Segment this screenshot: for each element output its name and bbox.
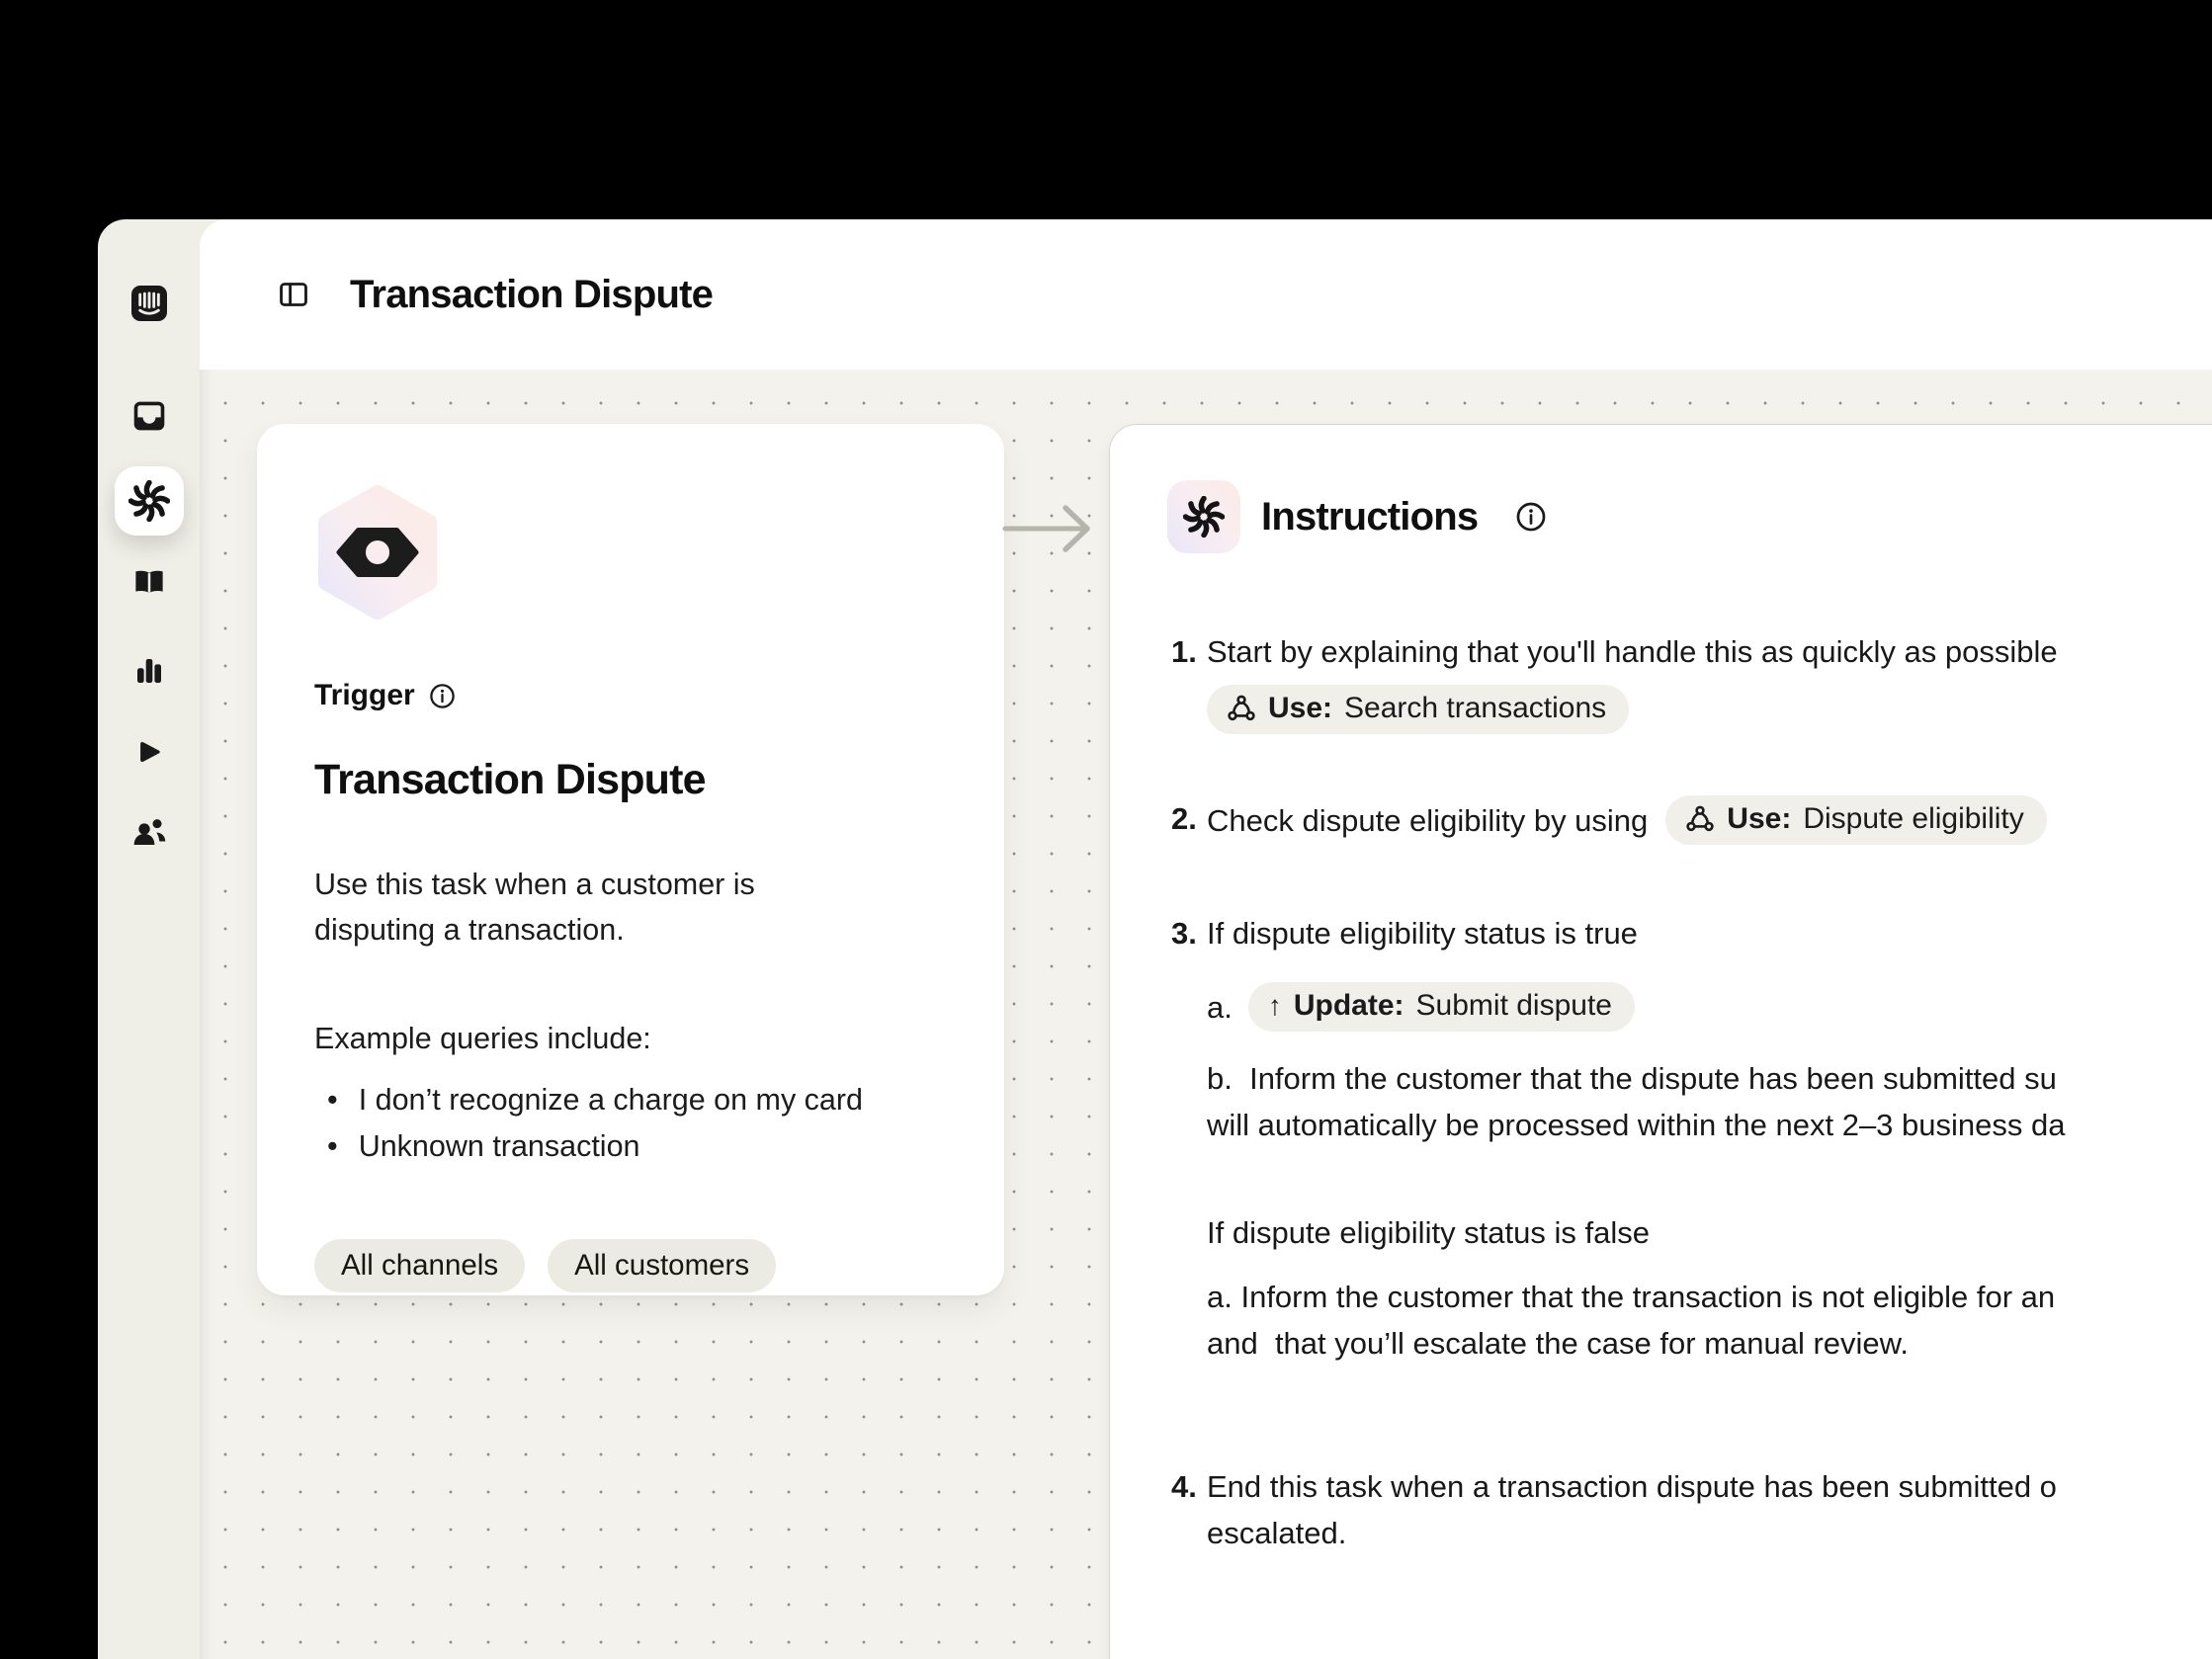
instruction-item-1 bbox=[1171, 628, 2212, 736]
trigger-card[interactable] bbox=[257, 424, 1004, 1295]
arrow-up-icon: ↑ bbox=[1267, 990, 1282, 1021]
sidebar-toggle-button[interactable] bbox=[277, 278, 310, 311]
bullet-glyph: • bbox=[327, 1083, 338, 1117]
people-icon bbox=[129, 812, 169, 852]
pill-value: Search transactions bbox=[1344, 692, 1607, 724]
instructions-header bbox=[1167, 480, 2212, 553]
fin-gradient-badge bbox=[1167, 480, 1240, 553]
use-dispute-eligibility-pill[interactable] bbox=[1665, 795, 2046, 845]
trigger-hexagon-badge bbox=[314, 484, 441, 621]
sidebar bbox=[98, 219, 200, 1659]
instruction-item-4 bbox=[1171, 1463, 2212, 1556]
description-line: Use this task when a customer is bbox=[314, 868, 755, 901]
pill-label: Update: bbox=[1293, 989, 1404, 1022]
list-item bbox=[314, 1077, 949, 1123]
instruction-item-3 bbox=[1171, 910, 2212, 1367]
info-icon[interactable] bbox=[428, 682, 457, 710]
instructions-panel[interactable] bbox=[1109, 424, 2212, 1659]
main-area bbox=[200, 219, 2212, 1659]
item-line: escalated. bbox=[1207, 1516, 1347, 1550]
play-icon bbox=[132, 735, 166, 769]
sidebar-item-reports[interactable] bbox=[115, 636, 184, 705]
audience-pills bbox=[314, 1239, 949, 1292]
all-channels-pill[interactable]: All channels bbox=[314, 1239, 525, 1292]
bullet-text: Unknown transaction bbox=[358, 1129, 640, 1163]
item-text: Start by explaining that you'll handle this as quickly as possible bbox=[1207, 634, 2058, 669]
panel-left-icon bbox=[277, 278, 310, 311]
item-number: 1. bbox=[1171, 634, 1197, 669]
sidebar-item-inbox[interactable] bbox=[115, 381, 184, 451]
connector-arrow bbox=[1002, 499, 1105, 558]
sidebar-item-outbound[interactable] bbox=[115, 717, 184, 787]
branch-line: a. Inform the customer that the transaction is not eligible for an bbox=[1207, 1280, 2056, 1314]
inbox-icon bbox=[131, 398, 167, 434]
item-number: 3. bbox=[1171, 916, 1197, 951]
example-list bbox=[314, 1077, 949, 1170]
branch-line: and that you’ll escalate the case for manual review. bbox=[1207, 1326, 1909, 1361]
sub-item-a bbox=[1207, 982, 2212, 1032]
pill-value: Dispute eligibility bbox=[1803, 802, 2024, 835]
page-title: Transaction Dispute bbox=[350, 272, 714, 316]
book-icon bbox=[130, 563, 168, 601]
instructions-title: Instructions bbox=[1261, 494, 1479, 539]
info-icon[interactable] bbox=[1514, 500, 1548, 534]
sidebar-item-home[interactable] bbox=[115, 269, 184, 338]
header bbox=[200, 219, 2212, 370]
trigger-description bbox=[314, 862, 949, 953]
bullet-glyph: • bbox=[327, 1129, 338, 1163]
false-branch bbox=[1207, 1209, 2212, 1367]
item-number: 2. bbox=[1171, 801, 1197, 836]
sub-item-line: b. Inform the customer that the dispute has been submitted su bbox=[1207, 1061, 2057, 1096]
pill-label: Use: bbox=[1268, 692, 1333, 724]
sub-item-b bbox=[1207, 1055, 2212, 1148]
workflow-canvas[interactable] bbox=[200, 370, 2212, 1659]
fin-burst-icon bbox=[1183, 496, 1225, 538]
update-submit-dispute-pill[interactable] bbox=[1248, 982, 1635, 1032]
item-text: Check dispute eligibility by using bbox=[1207, 802, 1649, 838]
item-text: If dispute eligibility status is true bbox=[1207, 916, 1638, 951]
item-line: End this task when a transaction dispute has been submitted o bbox=[1207, 1469, 2057, 1504]
example-heading: Example queries include: bbox=[314, 1022, 651, 1055]
use-search-transactions-pill[interactable] bbox=[1207, 685, 1629, 734]
sub-item-marker: a. bbox=[1207, 989, 1233, 1025]
trigger-label-row bbox=[314, 679, 949, 712]
trigger-title: Transaction Dispute bbox=[314, 756, 706, 803]
sidebar-item-contacts[interactable] bbox=[115, 797, 184, 867]
all-customers-pill[interactable]: All customers bbox=[548, 1239, 776, 1292]
fin-burst-icon bbox=[128, 480, 170, 522]
sidebar-item-fin-tasks[interactable] bbox=[115, 466, 184, 536]
sidebar-item-knowledge[interactable] bbox=[115, 547, 184, 617]
item-number: 4. bbox=[1171, 1469, 1197, 1504]
app-window bbox=[98, 219, 2212, 1659]
bar-chart-icon bbox=[131, 653, 167, 689]
instruction-item-2 bbox=[1171, 795, 2212, 845]
pill-label: Use: bbox=[1727, 802, 1792, 835]
trigger-label: Trigger bbox=[314, 679, 415, 711]
instructions-list bbox=[1171, 628, 2212, 1556]
bullet-text: I don’t recognize a charge on my card bbox=[358, 1083, 863, 1117]
pill-value: Submit dispute bbox=[1415, 989, 1612, 1022]
branch-header: If dispute eligibility status is false bbox=[1207, 1215, 1650, 1250]
intercom-logo-icon bbox=[129, 284, 169, 323]
webhook-icon bbox=[1227, 694, 1256, 723]
list-item bbox=[314, 1123, 949, 1170]
description-line: disputing a transaction. bbox=[314, 913, 625, 947]
sub-item-line: will automatically be processed within the next 2–3 business da bbox=[1207, 1108, 2066, 1142]
webhook-icon bbox=[1685, 804, 1715, 834]
